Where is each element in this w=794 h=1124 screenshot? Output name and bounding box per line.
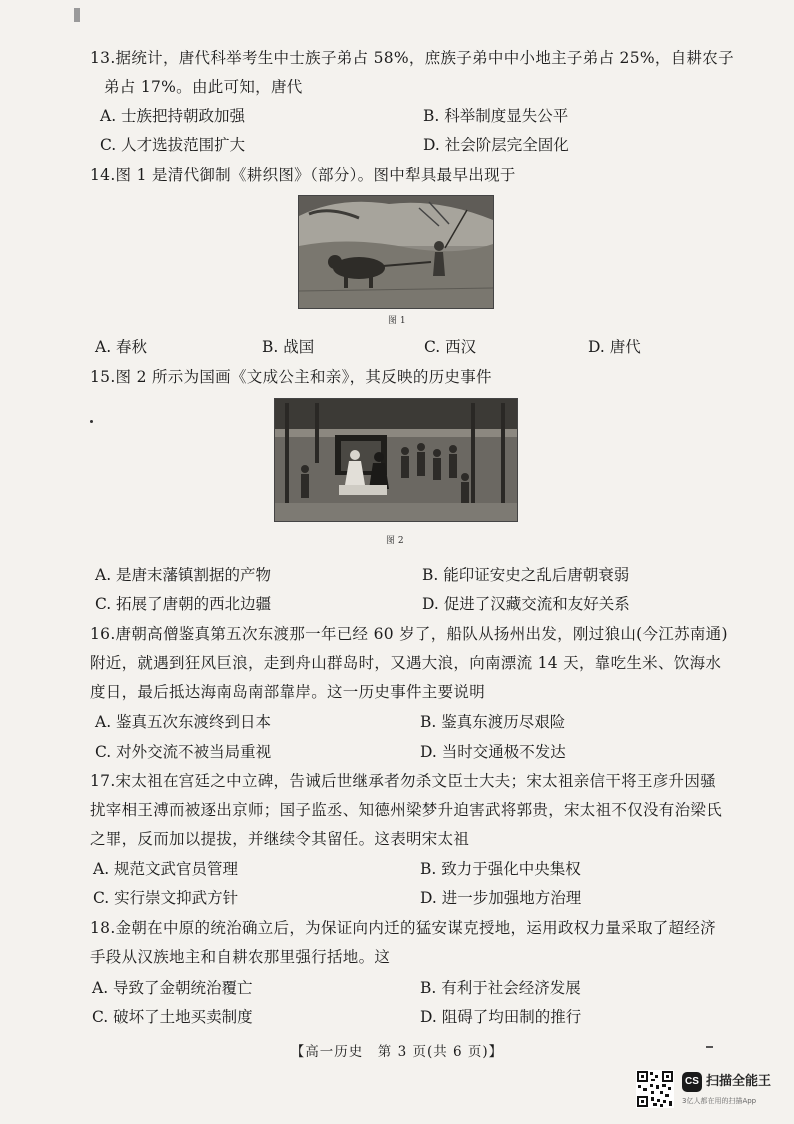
q14-option-d: D. 唐代 [588,338,641,356]
q15-stem: 15.图 2 所示为国画《文成公主和亲》，其反映的历史事件 [90,368,492,386]
q13-option-b: B. 科举制度显失公平 [423,107,569,125]
figure-2-princess-wencheng-painting [274,398,518,522]
q15-option-c: C. 拓展了唐朝的西北边疆 [95,595,272,613]
scanner-watermark [636,1070,786,1114]
q14-stem: 14.图 1 是清代御制《耕织图》（部分）。图中犁具最早出现于 [90,166,516,184]
q14-option-b: B. 战国 [262,338,315,356]
q15-option-b: B. 能印证安史之乱后唐朝衰弱 [422,566,630,584]
page-footer: 【高一历史 第 3 页(共 6 页)】 [290,1044,504,1060]
q13-stem: 13.据统计，唐代科举考生中士族子弟占 58%，庶族子弟中中小地主子弟占 25%，自耕农子弟占 17%。由此可知，唐代 [90,49,734,96]
page-edge-mark [74,8,80,22]
q17-option-d: D. 进一步加强地方治理 [420,889,582,907]
footer-dash-mark [706,1046,713,1048]
q18-option-a: A. 导致了金朝统治覆亡 [92,979,253,997]
stray-dot [90,420,93,423]
q18-stem: 18.金朝在中原的统治确立后，为保证向内迁的猛安谋克授地，运用政权力量采取了超经济手段从汉族地主和自耕农那里强行括地。这 [90,919,716,966]
q16-option-c: C. 对外交流不被当局重视 [95,743,272,761]
q17-stem: 17.宋太祖在宫廷之中立碑，告诫后世继承者勿杀文臣士大夫；宋太祖亲信干将王彦升因骚扰宰相王溥而被逐出京师；国子监丞、知德州梁梦升迫害武将郭贵，宋太祖不仅没有治梁氏之罪，反而加以提拔，并继续令其留任。这表明宋太祖 [90,772,723,848]
q13-option-a: A. 士族把持朝政加强 [100,107,246,125]
camscanner-logo-icon: CS [682,1072,702,1092]
q17-option-a: A. 规范文武官员管理 [93,860,239,878]
q18-option-b: B. 有利于社会经济发展 [420,979,581,997]
q14-option-c: C. 西汉 [424,338,477,356]
figure-1-caption: 图 1 [388,316,406,326]
q16-option-b: B. 鉴真东渡历尽艰险 [420,713,566,731]
figure-2-caption: 图 2 [386,536,404,546]
q18-option-d: D. 阻碍了均田制的推行 [420,1008,582,1026]
q13-option-c: C. 人才选拔范围扩大 [100,136,246,154]
q16-stem: 16.唐朝高僧鉴真第五次东渡那一年已经 60 岁了，船队从扬州出发，刚过狼山(今江苏南通)附近，就遇到狂风巨浪，走到舟山群岛时，又遇大浪，向南漂流 14 天，靠吃生米、饮海水度日，最后抵达海南岛南部靠岸。这一历史事件主要说明 [90,625,728,701]
q18-option-c: C. 破坏了土地买卖制度 [92,1008,253,1026]
q16-option-d: D. 当时交通极不发达 [420,743,566,761]
watermark-slogan: 3亿人都在用的扫描App [682,1097,757,1105]
q15-option-a: A. 是唐末藩镇割据的产物 [95,566,272,584]
q13-option-d: D. 社会阶层完全固化 [423,136,569,154]
q17-option-b: B. 致力于强化中央集权 [420,860,581,878]
q17-option-c: C. 实行崇文抑武方针 [93,889,239,907]
q16-option-a: A. 鉴真五次东渡终到日本 [95,713,272,731]
watermark-app-name: 扫描全能王 [706,1074,772,1089]
q15-option-d: D. 促进了汉藏交流和友好关系 [422,595,630,613]
q14-option-a: A. 春秋 [95,338,148,356]
figure-1-plowing-painting [298,195,494,309]
qr-code-icon [636,1070,674,1108]
